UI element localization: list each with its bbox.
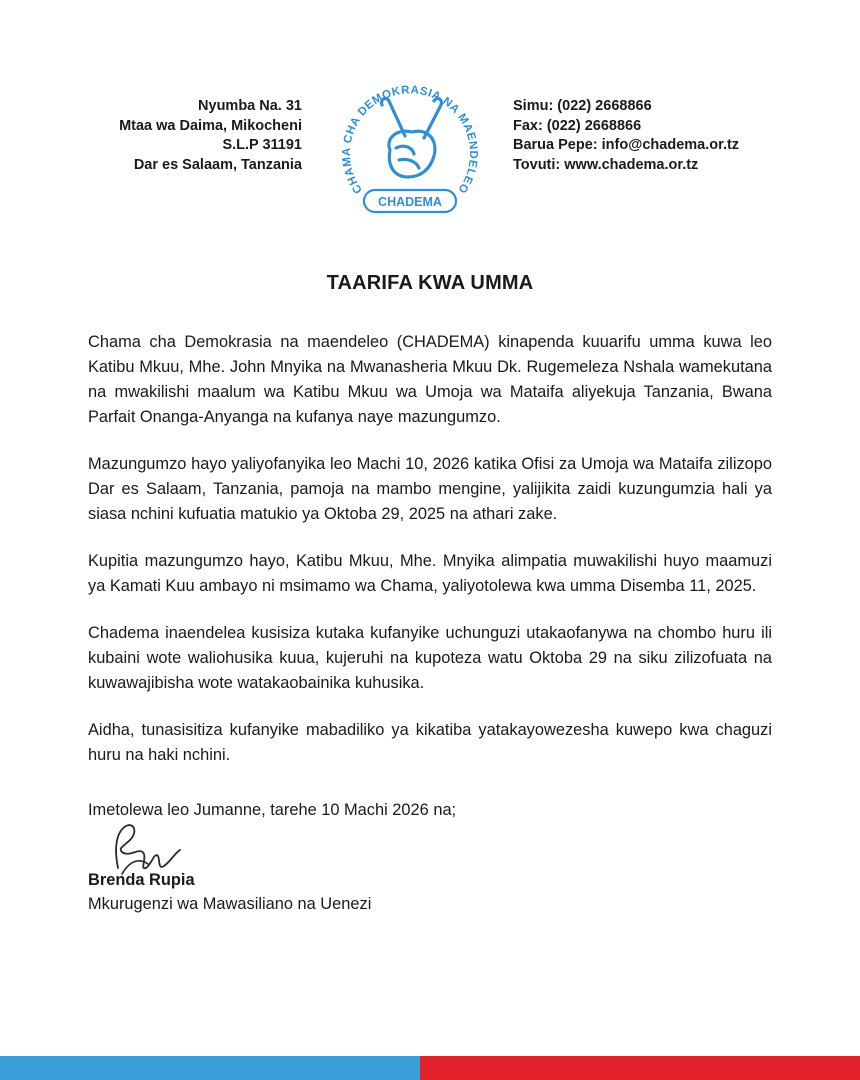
chadema-badge [364,190,456,212]
paragraph: Aidha, tunasisitiza kufanyike mabadiliko ya kikatiba yatakayowezesha kuwepo kwa chaguzi huru na haki nchini. [88,721,772,764]
paragraph: Mazungumzo hayo yaliyofanyika leo Machi 10, 2026 katika Ofisi za Umoja wa Mataifa zilizopo Dar es Salaam, Tanzania, pamoja na mambo mengine, yalijikita zaidi kuzungumzia hali ya siasa nchini kufuatia matukio ya Oktoba 29, 2025 na athari zake. [88,455,772,523]
svg-text:CHAMA CHA DEMOKRASIA NA MAENDE [341,84,479,195]
contact-details [513,97,813,175]
closing-line: Imetolewa leo Jumanne, tarehe 10 Machi 2026 na; [88,801,457,819]
document-title: TAARIFA KWA UMMA [326,272,534,294]
footer-bar-blue [0,1056,420,1080]
paragraph: Chama cha Demokrasia na maendeleo (CHADEMA) kinapenda kuuarifu umma kuwa leo Katibu Mkuu, Mhe. John Mnyika na Mwanasheria Mkuu Dk. Rugemeleza Nshala wamekutana na mwakilishi maalum wa Katibu Mkuu wa Umoja wa Mataifa aliyekuja Tanzania, Bwana Parfait Onanga-Anyanga na kufanya naye mazungumzo. [88,333,772,426]
postal-address [100,97,302,175]
address-line: Mtaa wa Daima, Mikocheni [119,117,302,134]
logo-ring-text: CHAMA CHA DEMOKRASIA NA MAENDELEO [340,84,480,196]
footer-bar-red [420,1056,860,1080]
address-line: S.L.P 31191 [222,137,302,153]
victory-hand-icon [382,98,442,177]
logo-badge-text: CHADEMA [378,195,442,209]
signatory-title: Mkurugenzi wa Mawasiliano na Uenezi [88,895,372,913]
contact-line: Simu: (022) 2668866 [513,98,652,114]
address-line: Dar es Salaam, Tanzania [133,156,302,173]
address-line: Nyumba Na. 31 [198,98,302,114]
signatory-name: Brenda Rupia [88,871,195,889]
paragraph: Chadema inaendelea kusisiza kutaka kufanyike uchunguzi utakaofanywa na chombo huru ili kubaini wote waliohusika kuua, kujeruhi na kupoteza watu Oktoba 29 na siku zilizofuata na kuwawajibisha wote watakaobainika kuhusika. [88,624,772,692]
chadema-logo [330,64,490,224]
paragraph: Kupitia mazungumzo hayo, Katibu Mkuu, Mhe. Mnyika alimpatia muwakilishi huyo maamuzi ya Kamati Kuu ambayo ni msimamo wa Chama, yaliyotolewa kwa umma Disemba 11, 2025. [88,552,772,595]
statement-body [88,330,772,790]
contact-line: Barua Pepe: info@chadema.or.tz [513,137,740,153]
contact-line: Fax: (022) 2668866 [513,117,642,134]
contact-line: Tovuti: www.chadema.or.tz [513,156,699,173]
